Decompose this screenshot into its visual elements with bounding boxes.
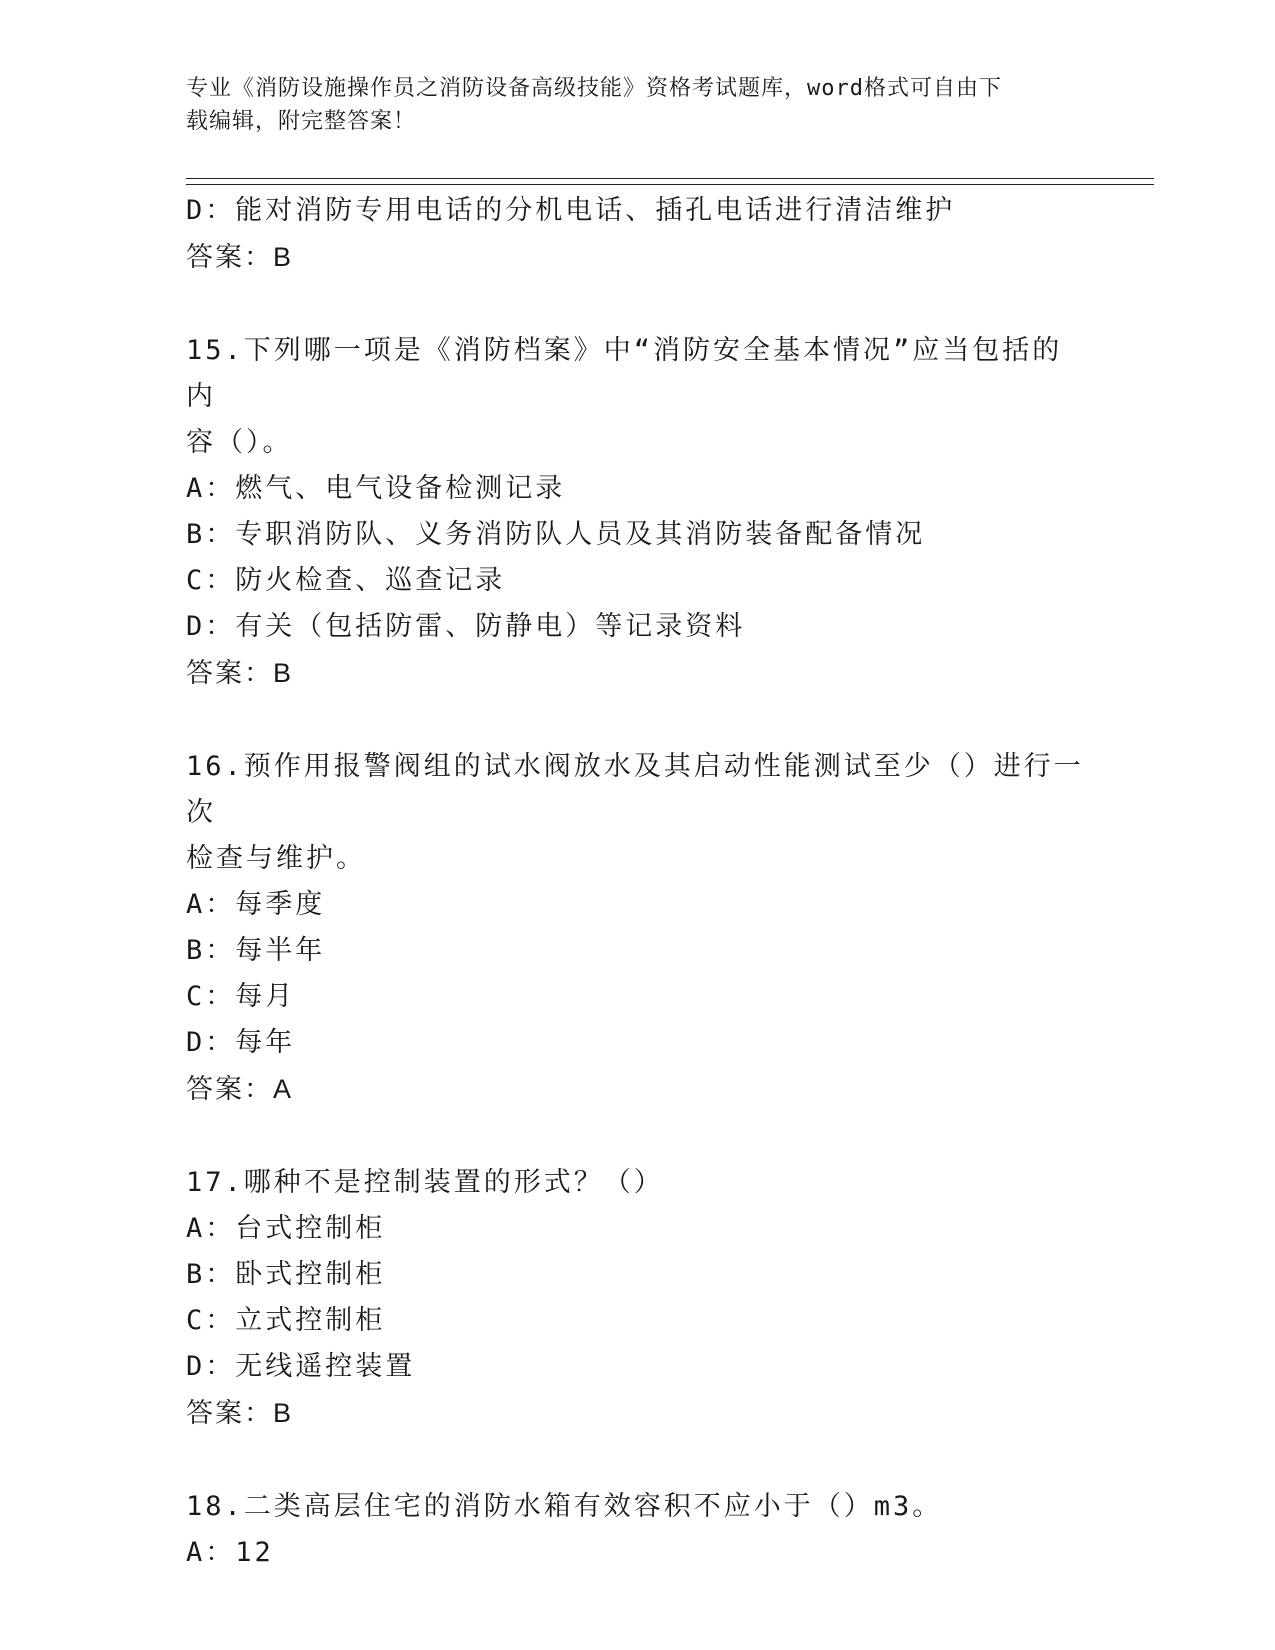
option-d: D：能对消防专用电话的分机电话、插孔电话进行清洁维护 (186, 195, 956, 226)
answer: 答案：B (186, 1398, 294, 1428)
header-line-1: 专业《消防设施操作员之消防设备高级技能》资格考试题库，word格式可自由下 (186, 76, 1002, 101)
question-18 (186, 1484, 1086, 1576)
answer: 答案：B (186, 242, 294, 272)
header-divider-bottom (186, 184, 1154, 185)
option-d: D：每年 (186, 1027, 296, 1058)
question-text-line-1: 17.哪种不是控制装置的形式？（） (186, 1167, 664, 1198)
option-d: D：无线遥控装置 (186, 1351, 416, 1382)
option-c: C：立式控制柜 (186, 1305, 386, 1336)
option-c: C：防火检查、巡查记录 (186, 565, 506, 596)
header-divider-top (186, 178, 1154, 179)
question-text-line-1: 16.预作用报警阀组的试水阀放水及其启动性能测试至少（）进行一次 (186, 751, 1084, 828)
answer: 答案：B (186, 658, 294, 688)
question-17 (186, 1160, 1086, 1436)
question-15 (186, 328, 1086, 696)
answer: 答案：A (186, 1074, 294, 1104)
question-14-tail (186, 188, 1086, 280)
option-b: B：卧式控制柜 (186, 1259, 386, 1290)
option-a: A：燃气、电气设备检测记录 (186, 473, 566, 504)
option-a: A：12 (186, 1537, 274, 1568)
question-text-line-2: 检查与维护。 (186, 843, 366, 874)
option-b: B：每半年 (186, 935, 326, 966)
question-text-line-1: 15.下列哪一项是《消防档案》中“消防安全基本情况”应当包括的内 (186, 335, 1063, 412)
document-header (186, 72, 1086, 138)
question-text-line-2: 容（）。 (186, 427, 293, 458)
option-d: D：有关（包括防雷、防静电）等记录资料 (186, 611, 746, 642)
option-c: C：每月 (186, 981, 296, 1012)
question-text-line-1: 18.二类高层住宅的消防水箱有效容积不应小于（）m3。 (186, 1491, 943, 1522)
question-16 (186, 744, 1086, 1112)
document-body (186, 188, 1086, 1576)
option-a: A：台式控制柜 (186, 1213, 386, 1244)
option-a: A：每季度 (186, 889, 326, 920)
option-b: B：专职消防队、义务消防队人员及其消防装备配备情况 (186, 519, 926, 550)
header-line-2: 载编辑，附完整答案！ (186, 109, 417, 134)
